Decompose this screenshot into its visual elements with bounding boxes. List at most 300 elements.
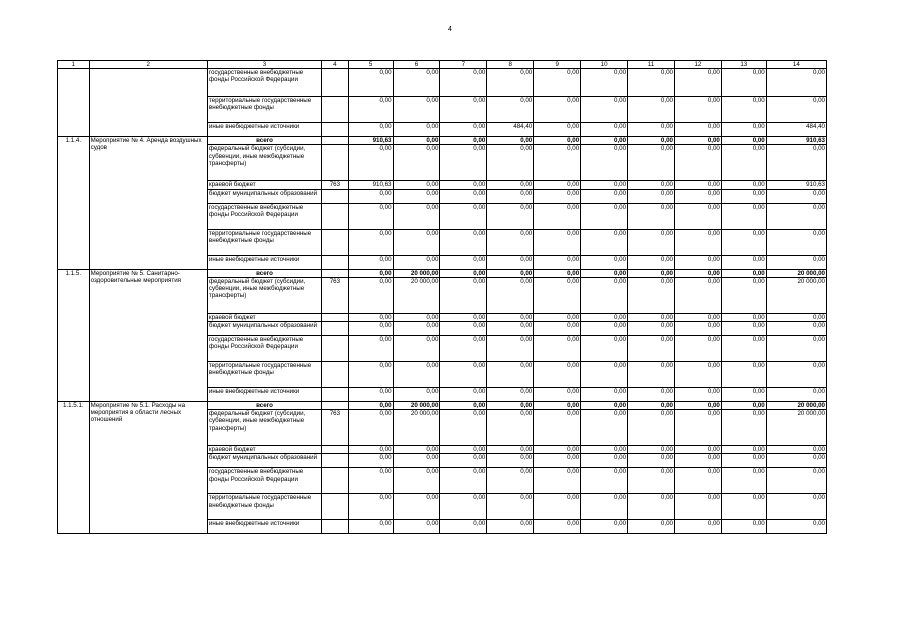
amount-cell: 0,00 xyxy=(440,123,487,137)
item-name: Мероприятие № 4. Аренда воздушных судов xyxy=(89,137,207,269)
amount-cell: 0,00 xyxy=(534,388,581,402)
column-header: 1 xyxy=(58,61,90,69)
amount-cell: 0,00 xyxy=(534,520,581,534)
amount-cell: 0,00 xyxy=(674,69,721,97)
amount-cell: 0,00 xyxy=(534,410,581,446)
amount-cell: 0,00 xyxy=(534,203,581,229)
amount-cell: 0,00 xyxy=(721,189,766,203)
funding-source: бюджет муниципальных образований xyxy=(207,189,321,203)
funding-source: бюджет муниципальных образований xyxy=(207,454,321,468)
amount-cell: 0,00 xyxy=(348,69,393,97)
amount-cell: 0,00 xyxy=(581,229,628,255)
amount-cell: 0,00 xyxy=(581,388,628,402)
amount-cell: 0,00 xyxy=(348,229,393,255)
amount-cell: 0,00 xyxy=(534,97,581,123)
budget-code xyxy=(322,203,349,229)
amount-cell: 0,00 xyxy=(348,446,393,454)
amount-cell: 0,00 xyxy=(393,181,440,189)
amount-cell: 0,00 xyxy=(674,388,721,402)
amount-cell: 0,00 xyxy=(534,123,581,137)
amount-cell: 0,00 xyxy=(766,203,826,229)
amount-cell: 0,00 xyxy=(674,402,721,410)
amount-cell: 0,00 xyxy=(348,468,393,494)
amount-cell: 0,00 xyxy=(721,97,766,123)
amount-cell: 0,00 xyxy=(534,313,581,321)
amount-cell: 20 000,00 xyxy=(393,410,440,446)
amount-cell: 0,00 xyxy=(766,446,826,454)
amount-cell: 0,00 xyxy=(674,137,721,145)
funding-source: иные внебюджетные источники xyxy=(207,520,321,534)
amount-cell: 0,00 xyxy=(766,69,826,97)
budget-code xyxy=(322,229,349,255)
column-header: 14 xyxy=(766,61,826,69)
amount-cell: 0,00 xyxy=(440,446,487,454)
amount-cell: 0,00 xyxy=(581,322,628,336)
amount-cell: 0,00 xyxy=(674,336,721,362)
funding-source: федеральный бюджет (субсидии, субвенции, иные межбюджетные трансферты) xyxy=(207,410,321,446)
amount-cell: 0,00 xyxy=(393,97,440,123)
amount-cell: 0,00 xyxy=(393,520,440,534)
amount-cell: 0,00 xyxy=(487,189,534,203)
amount-cell: 0,00 xyxy=(534,454,581,468)
column-header: 3 xyxy=(207,61,321,69)
budget-code xyxy=(322,468,349,494)
amount-cell: 0,00 xyxy=(581,255,628,269)
amount-cell: 0,00 xyxy=(721,269,766,277)
amount-cell: 910,63 xyxy=(766,137,826,145)
amount-cell: 0,00 xyxy=(628,269,675,277)
amount-cell: 0,00 xyxy=(721,402,766,410)
amount-cell: 20 000,00 xyxy=(766,410,826,446)
amount-cell: 0,00 xyxy=(534,145,581,181)
amount-cell: 0,00 xyxy=(487,145,534,181)
amount-cell: 0,00 xyxy=(721,255,766,269)
amount-cell: 0,00 xyxy=(581,145,628,181)
amount-cell: 0,00 xyxy=(628,388,675,402)
amount-cell: 0,00 xyxy=(487,269,534,277)
budget-code: 763 xyxy=(322,181,349,189)
column-header: 5 xyxy=(348,61,393,69)
amount-cell: 0,00 xyxy=(440,336,487,362)
amount-cell: 0,00 xyxy=(581,446,628,454)
column-header: 6 xyxy=(393,61,440,69)
funding-source: иные внебюджетные источники xyxy=(207,123,321,137)
amount-cell: 0,00 xyxy=(534,322,581,336)
amount-cell: 0,00 xyxy=(487,410,534,446)
budget-code xyxy=(322,494,349,520)
funding-source: государственные внебюджетные фонды Российской Федерации xyxy=(207,468,321,494)
amount-cell: 0,00 xyxy=(766,97,826,123)
amount-cell: 0,00 xyxy=(348,145,393,181)
amount-cell: 0,00 xyxy=(393,313,440,321)
funding-source: всего xyxy=(207,269,321,277)
amount-cell: 0,00 xyxy=(581,410,628,446)
budget-code xyxy=(322,520,349,534)
amount-cell: 0,00 xyxy=(487,97,534,123)
funding-source: иные внебюджетные источники xyxy=(207,388,321,402)
column-header: 10 xyxy=(581,61,628,69)
amount-cell: 0,00 xyxy=(628,454,675,468)
funding-source: государственные внебюджетные фонды Российской Федерации xyxy=(207,203,321,229)
amount-cell: 0,00 xyxy=(440,203,487,229)
amount-cell: 0,00 xyxy=(674,520,721,534)
amount-cell: 0,00 xyxy=(348,189,393,203)
amount-cell: 0,00 xyxy=(487,494,534,520)
column-header: 9 xyxy=(534,61,581,69)
item-number: 1.1.5. xyxy=(58,269,90,401)
table-row xyxy=(58,69,827,97)
amount-cell: 0,00 xyxy=(721,468,766,494)
budget-code xyxy=(322,322,349,336)
amount-cell: 0,00 xyxy=(440,137,487,145)
amount-cell: 0,00 xyxy=(393,137,440,145)
amount-cell: 0,00 xyxy=(766,313,826,321)
amount-cell: 0,00 xyxy=(487,362,534,388)
amount-cell: 0,00 xyxy=(348,494,393,520)
amount-cell: 0,00 xyxy=(393,446,440,454)
budget-code xyxy=(322,137,349,145)
budget-code xyxy=(322,336,349,362)
amount-cell: 0,00 xyxy=(721,277,766,313)
amount-cell: 0,00 xyxy=(393,454,440,468)
table-row xyxy=(58,402,827,410)
amount-cell: 0,00 xyxy=(440,97,487,123)
amount-cell: 0,00 xyxy=(440,69,487,97)
amount-cell: 0,00 xyxy=(721,69,766,97)
budget-code: 763 xyxy=(322,277,349,313)
amount-cell: 0,00 xyxy=(581,69,628,97)
amount-cell: 0,00 xyxy=(628,137,675,145)
amount-cell: 910,63 xyxy=(766,181,826,189)
budget-code xyxy=(322,402,349,410)
amount-cell: 0,00 xyxy=(766,362,826,388)
funding-source: территориальные государственные внебюджетные фонды xyxy=(207,362,321,388)
amount-cell: 0,00 xyxy=(721,145,766,181)
table-row xyxy=(58,137,827,145)
amount-cell: 0,00 xyxy=(440,313,487,321)
amount-cell: 0,00 xyxy=(581,123,628,137)
amount-cell: 0,00 xyxy=(487,229,534,255)
amount-cell: 20 000,00 xyxy=(766,269,826,277)
amount-cell: 0,00 xyxy=(766,454,826,468)
amount-cell: 0,00 xyxy=(534,269,581,277)
amount-cell: 0,00 xyxy=(674,494,721,520)
amount-cell: 0,00 xyxy=(487,313,534,321)
funding-source: краевой бюджет xyxy=(207,446,321,454)
amount-cell: 0,00 xyxy=(534,446,581,454)
amount-cell: 0,00 xyxy=(487,69,534,97)
amount-cell: 0,00 xyxy=(721,388,766,402)
amount-cell: 0,00 xyxy=(766,229,826,255)
amount-cell: 0,00 xyxy=(393,255,440,269)
amount-cell: 0,00 xyxy=(440,410,487,446)
amount-cell: 0,00 xyxy=(628,255,675,269)
amount-cell: 0,00 xyxy=(674,410,721,446)
amount-cell: 0,00 xyxy=(581,269,628,277)
amount-cell: 0,00 xyxy=(628,322,675,336)
amount-cell: 0,00 xyxy=(581,402,628,410)
amount-cell: 0,00 xyxy=(766,336,826,362)
amount-cell: 0,00 xyxy=(628,229,675,255)
amount-cell: 910,63 xyxy=(348,181,393,189)
amount-cell: 0,00 xyxy=(534,336,581,362)
amount-cell: 0,00 xyxy=(440,255,487,269)
amount-cell: 0,00 xyxy=(674,454,721,468)
funding-source: территориальные государственные внебюджетные фонды xyxy=(207,494,321,520)
amount-cell: 0,00 xyxy=(534,494,581,520)
amount-cell: 0,00 xyxy=(440,269,487,277)
amount-cell: 0,00 xyxy=(534,277,581,313)
amount-cell: 0,00 xyxy=(487,402,534,410)
funding-source: иные внебюджетные источники xyxy=(207,255,321,269)
page-number: 4 xyxy=(448,26,452,33)
amount-cell: 0,00 xyxy=(766,255,826,269)
budget-code xyxy=(322,69,349,97)
amount-cell: 20 000,00 xyxy=(393,277,440,313)
amount-cell: 0,00 xyxy=(534,255,581,269)
amount-cell: 0,00 xyxy=(348,454,393,468)
amount-cell: 0,00 xyxy=(674,468,721,494)
amount-cell: 0,00 xyxy=(674,313,721,321)
budget-code xyxy=(322,269,349,277)
amount-cell: 0,00 xyxy=(581,203,628,229)
amount-cell: 0,00 xyxy=(534,69,581,97)
amount-cell: 0,00 xyxy=(487,454,534,468)
amount-cell: 0,00 xyxy=(628,181,675,189)
amount-cell: 0,00 xyxy=(581,189,628,203)
funding-source: краевой бюджет xyxy=(207,181,321,189)
amount-cell: 0,00 xyxy=(348,97,393,123)
budget-code xyxy=(322,446,349,454)
amount-cell: 484,40 xyxy=(766,123,826,137)
amount-cell: 0,00 xyxy=(393,336,440,362)
amount-cell: 20 000,00 xyxy=(766,277,826,313)
column-header: 11 xyxy=(628,61,675,69)
column-header: 12 xyxy=(674,61,721,69)
amount-cell: 0,00 xyxy=(534,362,581,388)
amount-cell: 0,00 xyxy=(348,255,393,269)
amount-cell: 0,00 xyxy=(393,189,440,203)
amount-cell: 0,00 xyxy=(581,468,628,494)
budget-code: 763 xyxy=(322,410,349,446)
amount-cell: 0,00 xyxy=(393,123,440,137)
amount-cell: 0,00 xyxy=(628,145,675,181)
budget-code xyxy=(322,189,349,203)
amount-cell: 0,00 xyxy=(440,494,487,520)
amount-cell: 0,00 xyxy=(393,69,440,97)
amount-cell: 20 000,00 xyxy=(393,269,440,277)
amount-cell: 0,00 xyxy=(581,277,628,313)
amount-cell: 0,00 xyxy=(581,336,628,362)
amount-cell: 0,00 xyxy=(393,494,440,520)
item-number xyxy=(58,69,90,137)
amount-cell: 0,00 xyxy=(721,520,766,534)
budget-code xyxy=(322,145,349,181)
amount-cell: 0,00 xyxy=(440,388,487,402)
amount-cell: 0,00 xyxy=(628,446,675,454)
amount-cell: 0,00 xyxy=(348,336,393,362)
budget-table xyxy=(57,60,827,534)
amount-cell: 0,00 xyxy=(628,336,675,362)
amount-cell: 0,00 xyxy=(581,454,628,468)
funding-source: бюджет муниципальных образований xyxy=(207,322,321,336)
amount-cell: 0,00 xyxy=(440,277,487,313)
amount-cell: 0,00 xyxy=(348,123,393,137)
amount-cell: 0,00 xyxy=(766,189,826,203)
amount-cell: 0,00 xyxy=(628,313,675,321)
amount-cell: 0,00 xyxy=(487,388,534,402)
amount-cell: 0,00 xyxy=(440,402,487,410)
funding-source: всего xyxy=(207,402,321,410)
amount-cell: 0,00 xyxy=(721,137,766,145)
amount-cell: 0,00 xyxy=(487,137,534,145)
amount-cell: 0,00 xyxy=(674,203,721,229)
amount-cell: 0,00 xyxy=(440,181,487,189)
amount-cell: 484,40 xyxy=(487,123,534,137)
amount-cell: 0,00 xyxy=(487,277,534,313)
amount-cell: 0,00 xyxy=(348,269,393,277)
column-header: 7 xyxy=(440,61,487,69)
amount-cell: 0,00 xyxy=(721,494,766,520)
amount-cell: 0,00 xyxy=(534,181,581,189)
amount-cell: 0,00 xyxy=(534,468,581,494)
table-row xyxy=(58,269,827,277)
item-number: 1.1.4. xyxy=(58,137,90,269)
amount-cell: 0,00 xyxy=(534,402,581,410)
amount-cell: 0,00 xyxy=(628,520,675,534)
column-header: 2 xyxy=(89,61,207,69)
item-name xyxy=(89,69,207,137)
funding-source: всего xyxy=(207,137,321,145)
budget-code xyxy=(322,97,349,123)
amount-cell: 0,00 xyxy=(393,362,440,388)
amount-cell: 0,00 xyxy=(393,388,440,402)
table-body xyxy=(58,61,827,534)
amount-cell: 0,00 xyxy=(674,181,721,189)
amount-cell: 20 000,00 xyxy=(766,402,826,410)
amount-cell: 0,00 xyxy=(393,145,440,181)
amount-cell: 0,00 xyxy=(581,494,628,520)
amount-cell: 0,00 xyxy=(674,277,721,313)
budget-code xyxy=(322,454,349,468)
amount-cell: 0,00 xyxy=(581,137,628,145)
amount-cell: 0,00 xyxy=(766,145,826,181)
amount-cell: 0,00 xyxy=(766,322,826,336)
amount-cell: 0,00 xyxy=(440,362,487,388)
amount-cell: 0,00 xyxy=(487,181,534,189)
amount-cell: 0,00 xyxy=(628,494,675,520)
amount-cell: 0,00 xyxy=(674,97,721,123)
amount-cell: 0,00 xyxy=(721,454,766,468)
item-number: 1.1.5.1. xyxy=(58,402,90,534)
funding-source: территориальные государственные внебюджетные фонды xyxy=(207,229,321,255)
amount-cell: 0,00 xyxy=(440,454,487,468)
amount-cell: 0,00 xyxy=(534,137,581,145)
amount-cell: 0,00 xyxy=(440,468,487,494)
amount-cell: 0,00 xyxy=(628,277,675,313)
amount-cell: 0,00 xyxy=(721,336,766,362)
amount-cell: 0,00 xyxy=(628,97,675,123)
amount-cell: 0,00 xyxy=(487,336,534,362)
funding-source: государственные внебюджетные фонды Российской Федерации xyxy=(207,69,321,97)
amount-cell: 0,00 xyxy=(766,388,826,402)
amount-cell: 0,00 xyxy=(674,446,721,454)
amount-cell: 0,00 xyxy=(348,203,393,229)
amount-cell: 0,00 xyxy=(348,402,393,410)
column-header: 4 xyxy=(322,61,349,69)
amount-cell: 0,00 xyxy=(628,69,675,97)
amount-cell: 0,00 xyxy=(674,145,721,181)
item-name: Мероприятие № 5.1. Расходы на мероприятия в области лесных отношений xyxy=(89,402,207,534)
amount-cell: 0,00 xyxy=(766,468,826,494)
amount-cell: 0,00 xyxy=(628,189,675,203)
budget-code xyxy=(322,362,349,388)
amount-cell: 0,00 xyxy=(487,446,534,454)
amount-cell: 0,00 xyxy=(628,362,675,388)
item-name: Мероприятие № 5. Санитарно-оздоровительные мероприятия xyxy=(89,269,207,401)
amount-cell: 0,00 xyxy=(721,203,766,229)
amount-cell: 0,00 xyxy=(348,362,393,388)
amount-cell: 0,00 xyxy=(348,313,393,321)
amount-cell: 0,00 xyxy=(674,255,721,269)
amount-cell: 0,00 xyxy=(348,520,393,534)
amount-cell: 0,00 xyxy=(348,410,393,446)
amount-cell: 0,00 xyxy=(674,362,721,388)
amount-cell: 0,00 xyxy=(628,410,675,446)
amount-cell: 0,00 xyxy=(348,322,393,336)
amount-cell: 20 000,00 xyxy=(393,402,440,410)
amount-cell: 0,00 xyxy=(721,362,766,388)
column-header: 13 xyxy=(721,61,766,69)
amount-cell: 0,00 xyxy=(628,203,675,229)
funding-source: федеральный бюджет (субсидии, субвенции, иные межбюджетные трансферты) xyxy=(207,277,321,313)
amount-cell: 0,00 xyxy=(440,229,487,255)
amount-cell: 0,00 xyxy=(440,520,487,534)
amount-cell: 0,00 xyxy=(393,203,440,229)
amount-cell: 0,00 xyxy=(487,468,534,494)
budget-code xyxy=(322,388,349,402)
budget-code xyxy=(322,313,349,321)
amount-cell: 0,00 xyxy=(674,189,721,203)
amount-cell: 0,00 xyxy=(628,123,675,137)
amount-cell: 0,00 xyxy=(348,388,393,402)
budget-code xyxy=(322,123,349,137)
amount-cell: 0,00 xyxy=(674,229,721,255)
amount-cell: 0,00 xyxy=(628,468,675,494)
amount-cell: 0,00 xyxy=(534,229,581,255)
amount-cell: 0,00 xyxy=(721,229,766,255)
budget-code xyxy=(322,255,349,269)
amount-cell: 0,00 xyxy=(487,203,534,229)
amount-cell: 0,00 xyxy=(581,520,628,534)
funding-source: федеральный бюджет (субсидии, субвенции, иные межбюджетные трансферты) xyxy=(207,145,321,181)
column-header-row xyxy=(58,61,827,69)
amount-cell: 0,00 xyxy=(440,145,487,181)
funding-source: территориальные государственные внебюджетные фонды xyxy=(207,97,321,123)
amount-cell: 0,00 xyxy=(674,123,721,137)
amount-cell: 0,00 xyxy=(487,520,534,534)
amount-cell: 0,00 xyxy=(487,255,534,269)
amount-cell: 0,00 xyxy=(348,277,393,313)
amount-cell: 0,00 xyxy=(581,181,628,189)
amount-cell: 0,00 xyxy=(766,520,826,534)
amount-cell: 0,00 xyxy=(581,97,628,123)
funding-source: государственные внебюджетные фонды Российской Федерации xyxy=(207,336,321,362)
amount-cell: 0,00 xyxy=(628,402,675,410)
funding-source: краевой бюджет xyxy=(207,313,321,321)
amount-cell: 0,00 xyxy=(581,313,628,321)
amount-cell: 0,00 xyxy=(721,322,766,336)
